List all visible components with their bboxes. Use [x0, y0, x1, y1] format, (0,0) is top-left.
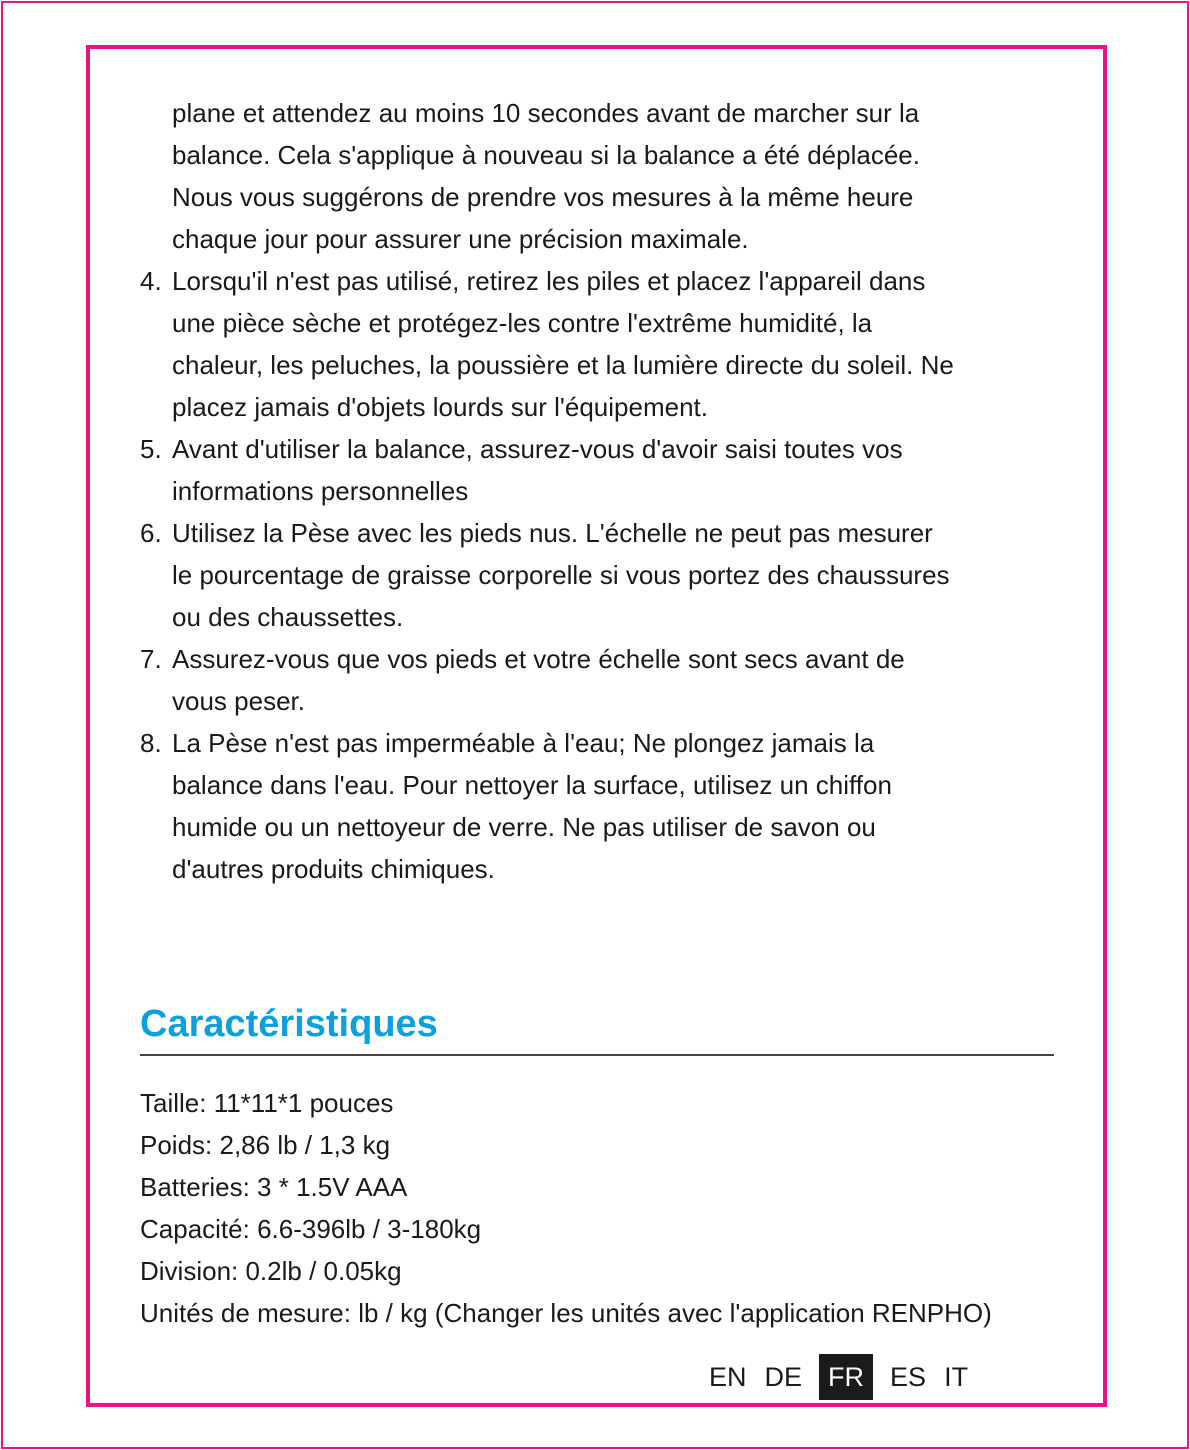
instruction-item-6: [140, 512, 1080, 638]
language-selector: [700, 1354, 977, 1400]
instruction-line: une pièce sèche et protégez-les contre l'extrême humidité, la: [172, 308, 873, 338]
instruction-line: chaleur, les peluches, la poussière et la lumière directe du soleil. Ne: [172, 350, 954, 380]
spec-size: Taille: 11*11*1 pouces: [140, 1088, 394, 1118]
instruction-item-5: [140, 428, 1080, 512]
instruction-line: Lorsqu'il n'est pas utilisé, retirez les piles et placez l'appareil dans: [172, 266, 926, 296]
spec-weight: Poids: 2,86 lb / 1,3 kg: [140, 1130, 391, 1160]
spec-batteries: Batteries: 3 * 1.5V AAA: [140, 1172, 408, 1202]
instruction-item-4: [140, 260, 1080, 428]
instruction-line: plane et attendez au moins 10 secondes avant de marcher sur la: [172, 98, 920, 128]
specs-heading: Caractéristiques: [140, 1003, 438, 1045]
instruction-line: humide ou un nettoyeur de verre. Ne pas utiliser de savon ou: [172, 812, 876, 842]
instruction-line: Avant d'utiliser la balance, assurez-vous d'avoir saisi toutes vos: [172, 434, 903, 464]
instruction-line: vous peser.: [172, 686, 305, 716]
instruction-line: Assurez-vous que vos pieds et votre échelle sont secs avant de: [172, 644, 905, 674]
instruction-line: chaque jour pour assurer une précision maximale.: [172, 224, 749, 254]
instruction-line: placez jamais d'objets lourds sur l'équipement.: [172, 392, 708, 422]
language-tab-en[interactable]: EN: [709, 1362, 747, 1392]
language-tab-es[interactable]: ES: [890, 1362, 927, 1392]
instruction-line: ou des chaussettes.: [172, 602, 404, 632]
instruction-line: d'autres produits chimiques.: [172, 854, 495, 884]
item-number: 5.: [140, 434, 162, 464]
language-tab-it[interactable]: IT: [944, 1362, 969, 1392]
item-number: 7.: [140, 644, 162, 674]
instruction-item-7: [140, 638, 1080, 722]
language-tab-de[interactable]: DE: [764, 1362, 803, 1392]
spec-units: Unités de mesure: lb / kg (Changer les unités avec l'application RENPHO): [140, 1298, 992, 1328]
spec-division: Division: 0.2lb / 0.05kg: [140, 1256, 402, 1286]
specs-divider: [140, 1054, 1054, 1056]
instruction-item-3-continuation: [140, 92, 1080, 260]
instruction-line: informations personnelles: [172, 476, 469, 506]
instruction-line: balance dans l'eau. Pour nettoyer la surface, utilisez un chiffon: [172, 770, 892, 800]
language-tab-fr[interactable]: FR: [819, 1354, 873, 1400]
specs-list: [140, 1082, 1080, 1334]
instruction-line: Nous vous suggérons de prendre vos mesures à la même heure: [172, 182, 914, 212]
item-number: 4.: [140, 266, 162, 296]
instruction-item-8: [140, 722, 1080, 890]
manual-content: [140, 92, 1080, 1334]
instruction-line: balance. Cela s'applique à nouveau si la balance a été déplacée.: [172, 140, 920, 170]
instruction-line: Utilisez la Pèse avec les pieds nus. L'échelle ne peut pas mesurer: [172, 518, 933, 548]
instruction-line: le pourcentage de graisse corporelle si vous portez des chaussures: [172, 560, 950, 590]
instruction-line: La Pèse n'est pas imperméable à l'eau; Ne plongez jamais la: [172, 728, 875, 758]
spec-capacity: Capacité: 6.6-396lb / 3-180kg: [140, 1214, 482, 1244]
item-number: 8.: [140, 728, 162, 758]
item-number: 6.: [140, 518, 162, 548]
